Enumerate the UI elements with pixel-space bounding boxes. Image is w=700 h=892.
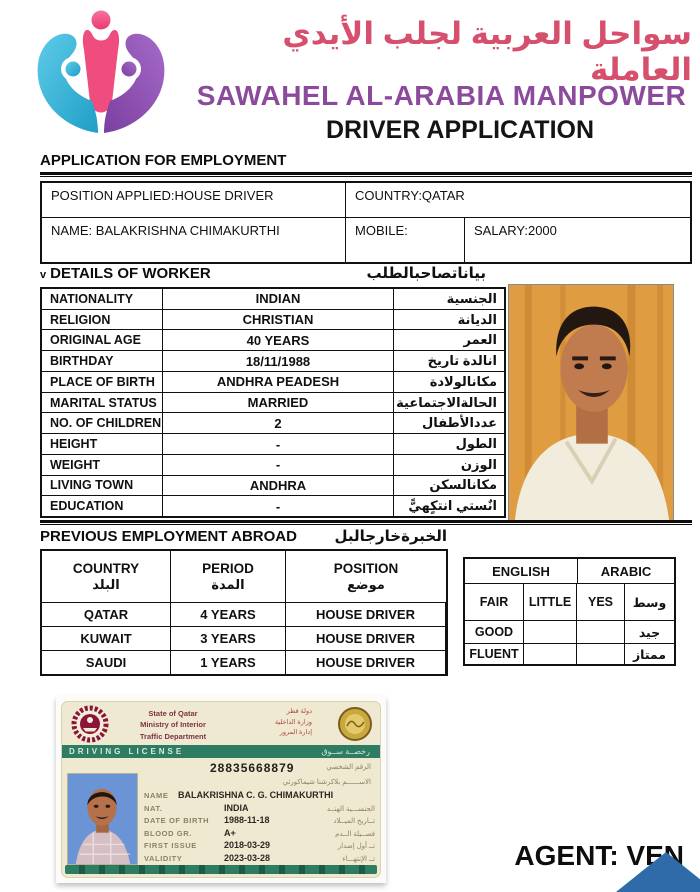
- cell-position: HOUSE DRIVER: [286, 651, 446, 674]
- row-label: NO. OF CHILDREN: [42, 413, 163, 433]
- cell: [577, 644, 625, 664]
- table-row: [42, 651, 446, 674]
- language-skills-table: [463, 557, 676, 666]
- table-row: [42, 434, 504, 455]
- header-text: POSITION: [333, 560, 399, 576]
- field-label: FIRST ISSUE: [144, 841, 197, 850]
- row-arabic: عددالأطفال: [422, 415, 497, 431]
- cell: [524, 644, 577, 664]
- row-label: LIVING TOWN: [42, 476, 163, 496]
- row-arabic: الجنسية: [446, 290, 497, 306]
- header-line: Traffic Department: [139, 731, 207, 741]
- table-row: [42, 476, 504, 497]
- header-line: State of Qatar: [148, 709, 198, 718]
- table-row: [42, 496, 504, 516]
- table-row: [42, 218, 690, 262]
- field-label: NAT.: [144, 803, 163, 813]
- company-logo: [26, 6, 176, 138]
- country-cell: COUNTRY:QATAR: [355, 188, 465, 203]
- row-value: MARRIED: [163, 393, 394, 413]
- row-arabic: الطول: [455, 436, 497, 451]
- field-label: NAME: [144, 791, 169, 800]
- cell-arabic: جيد: [638, 625, 661, 640]
- details-table: [40, 287, 506, 518]
- cell: FLUENT: [465, 644, 524, 664]
- row-label: EDUCATION: [42, 496, 163, 516]
- table-row: [42, 289, 504, 310]
- field-value: 1988-11-18: [224, 815, 270, 825]
- license-bottom-strip: [65, 865, 377, 874]
- row-arabic: الديانة: [457, 311, 497, 327]
- header-country: [42, 551, 171, 602]
- table-row: [42, 603, 446, 627]
- cell: LITTLE: [524, 584, 577, 620]
- row-value: ANDHRA: [163, 476, 394, 496]
- cell-position: HOUSE DRIVER: [286, 627, 446, 650]
- document-title: DRIVER APPLICATION: [325, 116, 595, 144]
- license-field-row: [144, 840, 375, 853]
- row-value: -: [163, 455, 394, 475]
- field-arabic: تــ الإنتهـــاء: [342, 855, 375, 863]
- field-value: 2023-03-28: [224, 852, 271, 863]
- header-arabic: ARABIC: [600, 563, 652, 579]
- details-title-text: DETAILS OF WORKER: [50, 265, 211, 282]
- cell: GOOD: [465, 621, 524, 643]
- row-label: PLACE OF BIRTH: [42, 372, 163, 392]
- cell-period: 3 YEARS: [171, 627, 286, 650]
- row-value: INDIAN: [163, 289, 394, 309]
- portrait-photo: [509, 285, 673, 520]
- details-section-header: [40, 264, 486, 282]
- row-arabic: مكانالسكن: [429, 477, 497, 493]
- row-arabic: الوزن: [460, 456, 497, 472]
- section-title-application: APPLICATION FOR EMPLOYMENT: [40, 152, 287, 169]
- license-field-row: [144, 828, 375, 841]
- row-label: HEIGHT: [42, 434, 163, 454]
- header-line: Ministry of Interior: [140, 720, 206, 730]
- header-text: COUNTRY: [72, 560, 140, 576]
- license-number-label-arabic: الرقم الشخصي: [326, 764, 371, 771]
- field-value: BALAKRISHNA C. G. CHIMAKURTHI: [178, 790, 334, 800]
- row-label: ORIGINAL AGE: [42, 330, 163, 350]
- license-field-row: [144, 803, 375, 816]
- license-header-arabic: [240, 707, 312, 739]
- cell: [524, 621, 577, 643]
- table-header-row: [42, 551, 446, 603]
- cell-arabic: وسط: [632, 595, 667, 610]
- license-field-row: [144, 790, 375, 803]
- row-value: -: [163, 434, 394, 454]
- table-header-row: [465, 559, 674, 584]
- table-row: [42, 393, 504, 414]
- header-position: [286, 551, 446, 602]
- table-row: [42, 330, 504, 351]
- section-divider: [40, 520, 692, 525]
- family-figures-icon: [26, 6, 176, 138]
- header-text: PERIOD: [202, 560, 254, 576]
- table-row: [42, 627, 446, 651]
- row-value: 2: [163, 413, 394, 433]
- marker-v: v: [40, 269, 47, 281]
- cell-country: KUWAIT: [42, 627, 171, 650]
- field-arabic: تــاريخ الميــلاد: [333, 818, 375, 825]
- license-photo: [67, 773, 138, 865]
- cell-period: 1 YEARS: [171, 651, 286, 674]
- row-label: WEIGHT: [42, 455, 163, 475]
- section-title-employment: PREVIOUS EMPLOYMENT ABROAD: [40, 528, 297, 545]
- field-arabic: الجنســـية الهنــد: [326, 805, 375, 813]
- row-arabic: الحالةالاجتماعية: [396, 394, 497, 410]
- header-english: ENGLISH: [465, 559, 578, 583]
- field-label: DATE OF BIRTH: [144, 816, 210, 825]
- name-cell: NAME: BALAKRISHNA CHIMAKURTHI: [42, 218, 346, 262]
- position-applied-cell: POSITION APPLIED:HOUSE DRIVER: [42, 183, 346, 217]
- field-value: 2018-03-29: [224, 840, 271, 850]
- field-arabic: فصــيلة الــدم: [335, 830, 375, 838]
- row-label: BIRTHDAY: [42, 351, 163, 371]
- field-label: VALIDITY: [144, 853, 183, 863]
- section-title-details: [40, 265, 211, 282]
- license-header-english: [114, 708, 232, 742]
- row-value: ANDHRA PEADESH: [163, 372, 394, 392]
- details-title-arabic: بياناتصاحبالطلب: [366, 265, 486, 282]
- header-arabic: المدة: [211, 576, 245, 592]
- license-card: [61, 701, 381, 878]
- header-line: إدارة المرور: [279, 729, 312, 737]
- cell-arabic: ممتاز: [632, 647, 667, 662]
- row-value: 40 YEARS: [163, 330, 394, 350]
- table-row: [42, 183, 690, 218]
- row-label: MARITAL STATUS: [42, 393, 163, 413]
- row-arabic: انٌستي انتكٍهيًّ: [408, 498, 497, 514]
- qatar-emblem-icon: [69, 705, 111, 743]
- salary-cell: SALARY:2000: [474, 223, 557, 238]
- applicant-photo: [508, 284, 674, 521]
- cell-position: HOUSE DRIVER: [286, 603, 446, 626]
- header-line: وزارة الداخلية: [274, 718, 312, 726]
- table-row: [42, 310, 504, 331]
- application-table: [40, 181, 692, 264]
- gold-seal-icon: [337, 706, 373, 742]
- header-arabic: البلد: [92, 576, 120, 592]
- row-value: -: [163, 496, 394, 516]
- employment-section-header: [40, 527, 447, 545]
- cell: [577, 621, 625, 643]
- license-number: 28835668879: [210, 761, 295, 775]
- license-name-arabic: الاســــــم بلاكرشنا شيماكورثي: [282, 779, 371, 786]
- table-row: [42, 351, 504, 372]
- mobile-cell: MOBILE:: [346, 218, 465, 262]
- cell-country: QATAR: [42, 603, 171, 626]
- row-value: 18/11/1988: [163, 351, 394, 371]
- table-row: [465, 621, 674, 644]
- row-arabic: انالدة تاريخ: [427, 353, 497, 369]
- cell-country: SAUDI: [42, 651, 171, 674]
- banner-title-arabic: رخصــة ســوق: [321, 747, 370, 756]
- header-line: دولة قطر: [286, 708, 312, 715]
- license-fields: [144, 790, 375, 865]
- header-period: [171, 551, 286, 602]
- cell-period: 4 YEARS: [171, 603, 286, 626]
- corner-triangle-decoration: [616, 852, 700, 892]
- employment-title-arabic: الخبرةخارجالبل: [334, 528, 447, 545]
- license-banner: [62, 745, 380, 758]
- field-arabic: تــ أول إصدار: [337, 843, 375, 850]
- company-name: SAWAHEL AL-ARABIA MANPOWER: [196, 80, 687, 111]
- table-row: [42, 372, 504, 393]
- table-row: [465, 584, 674, 621]
- field-label: BLOOD GR.: [144, 828, 192, 838]
- row-label: NATIONALITY: [42, 289, 163, 309]
- row-label: RELIGION: [42, 310, 163, 330]
- cell: FAIR: [465, 584, 524, 620]
- section-divider: [40, 172, 692, 177]
- row-arabic: العمر: [463, 332, 497, 348]
- driving-license-scan: [56, 696, 386, 883]
- table-row: [465, 644, 674, 664]
- license-field-row: [144, 853, 375, 866]
- field-value: A+: [224, 827, 236, 838]
- header-arabic: موضع: [347, 576, 385, 592]
- agent-label: AGENT: VEN: [514, 840, 684, 871]
- cell: YES: [577, 584, 625, 620]
- license-field-row: [144, 815, 375, 828]
- table-row: [42, 455, 504, 476]
- banner-title: DRIVING LICENSE: [69, 747, 185, 756]
- employment-table: [40, 549, 448, 676]
- table-row: [42, 413, 504, 434]
- field-value: INDIA: [224, 802, 249, 813]
- arabic-company-title: سواحل العربية لجلب الأيدي العاملة: [282, 16, 692, 87]
- row-value: CHRISTIAN: [163, 310, 394, 330]
- row-arabic: مكانالولادة: [429, 373, 497, 389]
